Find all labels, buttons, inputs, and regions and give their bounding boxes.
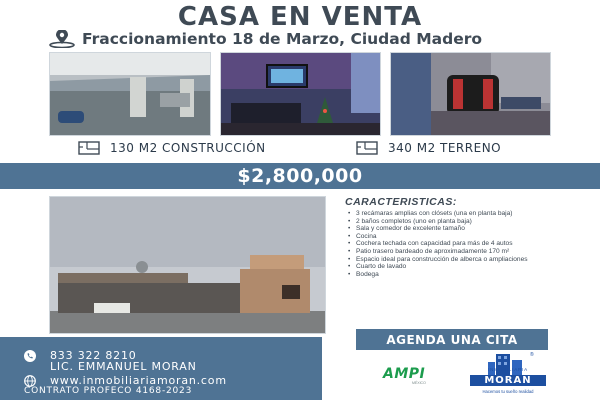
floor-plan-icon xyxy=(356,141,378,155)
price: $2,800,000 xyxy=(237,165,363,187)
page-title: CASA EN VENTA xyxy=(177,2,423,32)
features-title: CARACTERISTICAS: xyxy=(345,196,457,208)
globe-icon xyxy=(24,375,36,387)
moran-logo-top: INMOBILIARIA xyxy=(488,367,528,372)
ampi-subtitle: MÉXICO xyxy=(412,381,426,385)
map-pin-icon xyxy=(48,30,76,48)
schedule-appointment-button[interactable]: AGENDA UNA CITA xyxy=(356,329,548,350)
feature-item: • Cochera techada con capacidad para más de 4 autos xyxy=(348,240,553,248)
garage-photo xyxy=(49,52,211,136)
registered-mark: ® xyxy=(530,352,534,358)
feature-item: • Sala y comedor de excelente tamaño xyxy=(348,225,553,233)
land-spec xyxy=(356,141,501,155)
phone-number[interactable]: 833 322 8210 xyxy=(50,349,137,362)
exterior-photo xyxy=(49,196,326,334)
feature-item: • Patio trasero bardeado de aproximadamente 170 m² xyxy=(348,248,553,256)
feature-item: • Cuarto de lavado xyxy=(348,263,553,271)
website-link[interactable]: www.inmobiliariamoran.com xyxy=(50,374,227,387)
feature-item: • Bodega xyxy=(348,271,553,279)
moran-slogan: Hacemos tu sueño realidad xyxy=(482,389,534,394)
bedroom-photo xyxy=(390,52,551,136)
feature-item: • Espacio ideal para construcción de alberca o ampliaciones xyxy=(348,256,553,264)
feature-item: • 2 baños completos (uno en planta baja) xyxy=(348,218,553,226)
location-text: Fraccionamiento 18 de Marzo, Ciudad Madero xyxy=(82,30,483,48)
contract-row xyxy=(24,386,192,396)
contract-number: CONTRATO PROFECO 4168-2023 xyxy=(24,386,193,396)
phone-icon xyxy=(24,350,36,362)
location-row xyxy=(48,30,482,48)
features-list xyxy=(348,210,553,278)
agent-name: LIC. EMMANUEL MORAN xyxy=(50,360,197,373)
ampi-logo: AMPI xyxy=(383,366,426,382)
construction-label: 130 M2 CONSTRUCCIÓN xyxy=(110,141,266,155)
feature-item: • Cocina xyxy=(348,233,553,241)
contact-box xyxy=(0,337,322,400)
moran-logo-word: MORAN xyxy=(470,375,546,386)
construction-spec xyxy=(78,141,266,155)
feature-item: • 3 recámaras amplias con clósets (una en planta baja) xyxy=(348,210,553,218)
agent-row xyxy=(50,360,197,373)
building-icon xyxy=(466,352,550,376)
land-label: 340 M2 TERRENO xyxy=(388,141,502,155)
living-room-photo xyxy=(220,52,381,136)
floor-plan-icon xyxy=(78,141,100,155)
